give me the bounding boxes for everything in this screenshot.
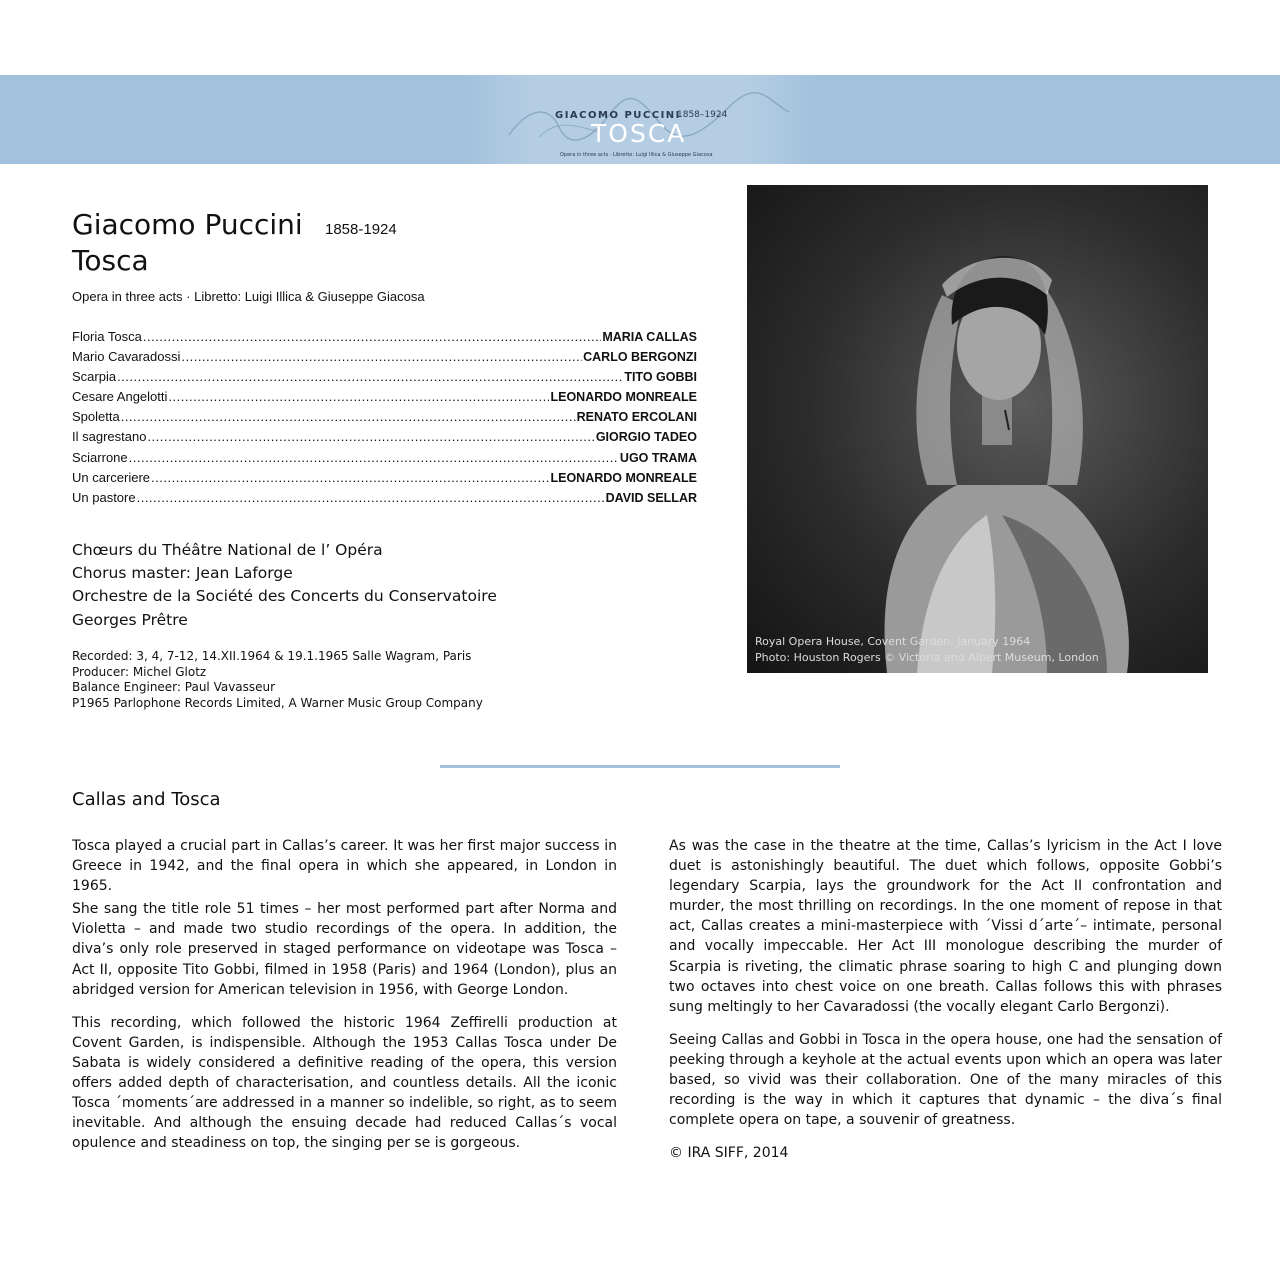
album-logo [463, 75, 817, 164]
cast-role: Un pastore [72, 489, 136, 505]
cast-role: Mario Cavaradossi [72, 349, 181, 365]
essay-paragraph: Seeing Callas and Gobbi in Tosca in the opera house, one had the sensation of peeking through a keyhole at the actual events upon which an opera was later based, so vivid was their collaboration. One of the many miracles of this recording is the way in which it captures that dynamic – the diva´s final complete opera on tape, a souvenir of greatness. [669, 1031, 1222, 1129]
cast-role: Cesare Angelotti [72, 389, 168, 405]
logo-title: TOSCA [591, 119, 687, 148]
cast-row [72, 347, 697, 367]
leader-dots [181, 347, 582, 367]
cast-row [72, 448, 697, 468]
cast-row [72, 367, 697, 387]
cast-row [72, 488, 697, 508]
conductor-name: Georges Prêtre [72, 610, 188, 629]
photo-illustration [747, 185, 1208, 673]
essay-column-right [669, 836, 1222, 1163]
opera-subtitle: Opera in three acts · Libretto: Luigi Illica & Giuseppe Giacosa [72, 289, 425, 304]
leader-dots [137, 488, 605, 508]
leader-dots [168, 387, 549, 407]
cast-role: Scarpia [72, 369, 117, 385]
producer-credit: Producer: Michel Glotz [72, 664, 207, 679]
photo-caption-line2: Photo: Houston Rogers © Victoria and Albert Museum, London [755, 651, 1099, 664]
essay-paragraph: Tosca played a crucial part in Callas’s career. It was her first major success in Greece in 1942, and the final opera in which she appeared, in London in 1965. [72, 838, 617, 895]
cast-role: Un carceriere [72, 469, 151, 485]
opera-title: Tosca [72, 244, 149, 277]
cast-list [72, 327, 697, 508]
cast-singer: DAVID SELLAR [605, 490, 697, 505]
essay-copyright: © IRA SIFF, 2014 [669, 1145, 789, 1162]
callas-photo [747, 185, 1208, 673]
photo-caption-line1: Royal Opera House, Covent Garden, January 1964 [755, 635, 1031, 648]
cast-singer: UGO TRAMA [619, 450, 697, 465]
chorus-name: Chœurs du Théâtre National de l’ Opéra [72, 541, 383, 559]
cast-row [72, 427, 697, 447]
essay-paragraph: She sang the title role 51 times – her most performed part after Norma and Violetta – and made two studio recordings of the opera. In addition, the diva’s only role preserved in staged performance on videotape was Tosca – Act II, opposite Tito Gobbi, filmed in 1958 (Paris) and 1964 (London), plus an abridged version for American television in 1956, with George London. [72, 901, 617, 998]
cast-singer: TITO GOBBI [624, 370, 697, 385]
cast-row [72, 387, 697, 407]
cast-row [72, 468, 697, 488]
section-divider [440, 765, 840, 768]
cast-singer: MARIA CALLAS [602, 330, 697, 344]
logo-subtitle: Opera in three acts · Libretto: Luigi Illica & Giuseppe Giacosa [560, 152, 713, 158]
essay-paragraph: This recording, which followed the historic 1964 Zeffirelli production at Covent Garden, is indispensible. Although the 1953 Callas Tosca under De Sabata is widely considered a definitive reading of the opera, this version offers added depth of characterisation, and countless details. All the iconic Tosca ´moments´are addressed in a manner so indelible, so right, as to seem inevitable. And although the ensuing decade had reduced Callas´s vocal opulence and steadiness on top, the singing per se is gorgeous. [72, 1014, 617, 1152]
cast-singer: CARLO BERGONZI [583, 350, 697, 365]
leader-dots [121, 407, 576, 427]
header-banner [0, 75, 1280, 164]
performers-block [72, 539, 497, 632]
composer-dates: 1858-1924 [325, 221, 397, 238]
chorus-master: Chorus master: Jean Laforge [72, 564, 293, 583]
leader-dots [151, 468, 549, 488]
leader-dots [129, 448, 619, 468]
composer-name: Giacomo Puccini [72, 208, 303, 241]
leader-dots [147, 427, 594, 447]
recording-dates: Recorded: 3, 4, 7-12, 14.XII.1964 & 19.1.1965 Salle Wagram, Paris [72, 649, 472, 663]
cast-singer: LEONARDO MONREALE [550, 390, 697, 405]
essay-column-left [72, 836, 617, 1153]
cast-row [72, 407, 697, 427]
cast-singer: GIORGIO TADEO [595, 430, 697, 445]
cast-singer: RENATO ERCOLANI [576, 410, 697, 425]
recording-credits [72, 649, 483, 711]
logo-dates: 1858–1924 [677, 110, 728, 120]
leader-dots [143, 327, 601, 347]
cast-singer: LEONARDO MONREALE [550, 470, 697, 485]
copyright-credit: P1965 Parlophone Records Limited, A Warner Music Group Company [72, 695, 483, 710]
cast-row [72, 327, 697, 347]
cast-role: Spoletta [72, 409, 120, 425]
cast-role: Il sagrestano [72, 429, 147, 445]
essay-paragraph: As was the case in the theatre at the time, Callas’s lyricism in the Act I love duet is astonishingly beautiful. The duet which follows, opposite Gobbi’s legendary Scarpia, lays the groundwork for the Act II confrontation and murder, the most thrilling on recordings. In the one moment of repose in that act, Callas creates a mini-masterpiece with ´Vissi d´arte´– intimate, personal and vocally impeccable. Her Act III monologue describing the murder of Scarpia is riveting, the climatic phrase soaring to high C and plunging down two octaves into chest voice on one breath. Callas follows this with phrases sung meltingly to her Cavaradossi (the vocally elegant Carlo Bergonzi). [669, 838, 1222, 1015]
engineer-credit: Balance Engineer: Paul Vavasseur [72, 680, 276, 694]
logo-composer: GIACOMO PUCCINI [555, 110, 681, 121]
leader-dots [117, 367, 623, 387]
cast-role: Sciarrone [72, 449, 128, 465]
cast-role: Floria Tosca [72, 329, 142, 344]
essay-heading: Callas and Tosca [72, 789, 221, 810]
orchestra-name: Orchestre de la Société des Concerts du Conservatoire [72, 587, 497, 606]
